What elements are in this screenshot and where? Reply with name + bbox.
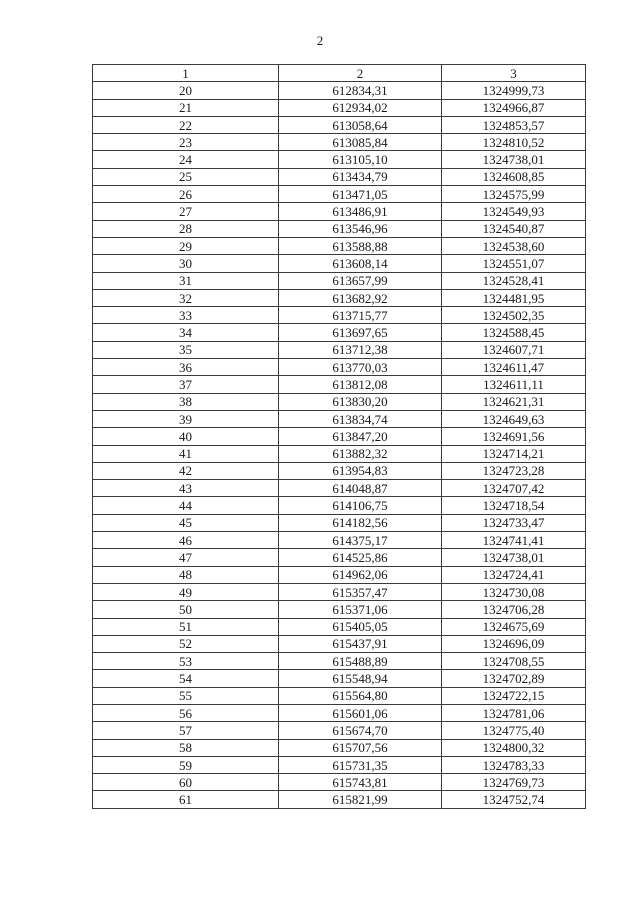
point-number-cell: 41 [93,445,279,462]
table-row [93,514,586,531]
point-number-cell: 33 [93,307,279,324]
coordinate-x-cell: 615601,06 [279,704,442,721]
coordinate-y-cell: 1324621,31 [442,393,586,410]
coordinate-y-cell: 1324723,28 [442,462,586,479]
table-row [93,774,586,791]
table-row [93,341,586,358]
table-row [93,82,586,99]
coordinate-y-cell: 1324724,41 [442,566,586,583]
point-number-cell: 60 [93,774,279,791]
header-row [93,65,586,82]
coordinate-y-cell: 1324649,63 [442,410,586,427]
coordinate-y-cell: 1324675,69 [442,618,586,635]
coordinate-y-cell: 1324549,93 [442,203,586,220]
table-row [93,756,586,773]
point-number-cell: 40 [93,428,279,445]
coordinate-x-cell: 613834,74 [279,410,442,427]
table-row [93,116,586,133]
coordinate-x-cell: 613588,88 [279,237,442,254]
table-row [93,653,586,670]
coordinate-y-cell: 1324481,95 [442,289,586,306]
coordinate-y-cell: 1324752,74 [442,791,586,808]
table-row [93,186,586,203]
table-row [93,203,586,220]
point-number-cell: 34 [93,324,279,341]
point-number-cell: 55 [93,687,279,704]
coordinate-y-cell: 1324810,52 [442,134,586,151]
coordinate-x-cell: 615548,94 [279,670,442,687]
coordinate-x-cell: 613697,65 [279,324,442,341]
coordinate-y-cell: 1324781,06 [442,704,586,721]
coordinate-x-cell: 614182,56 [279,514,442,531]
coordinate-y-cell: 1324738,01 [442,549,586,566]
coordinate-y-cell: 1324966,87 [442,99,586,116]
table-row [93,739,586,756]
coordinate-y-cell: 1324769,73 [442,774,586,791]
table-row [93,583,586,600]
coordinate-y-cell: 1324718,54 [442,497,586,514]
coordinate-x-cell: 613830,20 [279,393,442,410]
table-row [93,134,586,151]
table-row [93,445,586,462]
coordinate-x-cell: 612834,31 [279,82,442,99]
coordinate-x-cell: 615731,35 [279,756,442,773]
coordinate-y-cell: 1324800,32 [442,739,586,756]
table-row [93,670,586,687]
coordinate-x-cell: 615357,47 [279,583,442,600]
table-row [93,722,586,739]
coordinate-x-cell: 613657,99 [279,272,442,289]
coordinate-x-cell: 614962,06 [279,566,442,583]
point-number-cell: 56 [93,704,279,721]
point-number-cell: 46 [93,532,279,549]
coordinate-y-cell: 1324540,87 [442,220,586,237]
coordinate-y-cell: 1324730,08 [442,583,586,600]
coordinate-x-cell: 613715,77 [279,307,442,324]
point-number-cell: 47 [93,549,279,566]
coordinate-y-cell: 1324706,28 [442,601,586,618]
coordinate-x-cell: 613105,10 [279,151,442,168]
point-number-cell: 28 [93,220,279,237]
point-number-cell: 32 [93,289,279,306]
coordinate-y-cell: 1324607,71 [442,341,586,358]
coordinate-x-cell: 615405,05 [279,618,442,635]
coordinate-x-cell: 613085,84 [279,134,442,151]
coordinate-x-cell: 615488,89 [279,653,442,670]
coordinate-y-cell: 1324538,60 [442,237,586,254]
table-row [93,549,586,566]
coordinate-x-cell: 613770,03 [279,359,442,376]
coordinate-y-cell: 1324722,15 [442,687,586,704]
coordinate-y-cell: 1324702,89 [442,670,586,687]
table-row [93,272,586,289]
point-number-cell: 42 [93,462,279,479]
point-number-cell: 38 [93,393,279,410]
table-row [93,359,586,376]
coordinate-x-cell: 613882,32 [279,445,442,462]
point-number-cell: 36 [93,359,279,376]
coordinate-x-cell: 613712,38 [279,341,442,358]
point-number-cell: 24 [93,151,279,168]
table-row [93,462,586,479]
table-row [93,618,586,635]
coordinate-x-cell: 613058,64 [279,116,442,133]
coordinate-x-cell: 615821,99 [279,791,442,808]
coordinate-y-cell: 1324707,42 [442,480,586,497]
point-number-cell: 35 [93,341,279,358]
coordinate-y-cell: 1324853,57 [442,116,586,133]
point-number-cell: 29 [93,237,279,254]
table-row [93,410,586,427]
point-number-cell: 53 [93,653,279,670]
table-row [93,635,586,652]
table-row [93,307,586,324]
coordinate-x-cell: 615371,06 [279,601,442,618]
point-number-cell: 49 [93,583,279,600]
table-row [93,687,586,704]
coordinate-y-cell: 1324575,99 [442,186,586,203]
point-number-cell: 31 [93,272,279,289]
header-col-2: 2 [279,65,442,82]
table-row [93,324,586,341]
coordinate-x-cell: 615564,80 [279,687,442,704]
coordinate-y-cell: 1324502,35 [442,307,586,324]
point-number-cell: 54 [93,670,279,687]
table-row [93,237,586,254]
coordinate-x-cell: 613471,05 [279,186,442,203]
coordinate-y-cell: 1324528,41 [442,272,586,289]
coordinate-x-cell: 614048,87 [279,480,442,497]
point-number-cell: 26 [93,186,279,203]
table-row [93,532,586,549]
coordinate-x-cell: 614525,86 [279,549,442,566]
coordinate-y-cell: 1324551,07 [442,255,586,272]
point-number-cell: 37 [93,376,279,393]
point-number-cell: 25 [93,168,279,185]
coordinate-y-cell: 1324608,85 [442,168,586,185]
point-number-cell: 30 [93,255,279,272]
table-row [93,289,586,306]
point-number-cell: 50 [93,601,279,618]
point-number-cell: 52 [93,635,279,652]
table-row [93,601,586,618]
point-number-cell: 57 [93,722,279,739]
coordinate-x-cell: 615437,91 [279,635,442,652]
coordinate-x-cell: 615707,56 [279,739,442,756]
coordinate-x-cell: 615743,81 [279,774,442,791]
coordinate-x-cell: 613682,92 [279,289,442,306]
point-number-cell: 61 [93,791,279,808]
table-row [93,168,586,185]
coordinate-x-cell: 613954,83 [279,462,442,479]
point-number-cell: 21 [93,99,279,116]
coordinate-y-cell: 1324611,11 [442,376,586,393]
table-row [93,480,586,497]
table-row [93,566,586,583]
coordinate-x-cell: 614375,17 [279,532,442,549]
table-row [93,393,586,410]
table-body [93,82,586,808]
table-row [93,376,586,393]
table-row [93,255,586,272]
header-col-1: 1 [93,65,279,82]
coordinate-x-cell: 613847,20 [279,428,442,445]
point-number-cell: 51 [93,618,279,635]
coordinate-x-cell: 613434,79 [279,168,442,185]
point-number-cell: 45 [93,514,279,531]
table-row [93,497,586,514]
point-number-cell: 44 [93,497,279,514]
point-number-cell: 48 [93,566,279,583]
table-row [93,428,586,445]
table-row [93,791,586,808]
point-number-cell: 23 [93,134,279,151]
coordinate-y-cell: 1324691,56 [442,428,586,445]
coordinate-y-cell: 1324588,45 [442,324,586,341]
coordinate-x-cell: 612934,02 [279,99,442,116]
table-row [93,151,586,168]
coordinate-x-cell: 614106,75 [279,497,442,514]
point-number-cell: 20 [93,82,279,99]
coordinate-x-cell: 615674,70 [279,722,442,739]
point-number-cell: 43 [93,480,279,497]
point-number-cell: 39 [93,410,279,427]
coordinate-x-cell: 613812,08 [279,376,442,393]
coordinates-table [92,64,586,809]
table-header [93,65,586,82]
page-number: 2 [316,33,324,48]
coordinate-y-cell: 1324999,73 [442,82,586,99]
coordinate-y-cell: 1324741,41 [442,532,586,549]
header-col-3: 3 [442,65,586,82]
coordinate-x-cell: 613608,14 [279,255,442,272]
point-number-cell: 27 [93,203,279,220]
table-row [93,704,586,721]
coordinate-y-cell: 1324714,21 [442,445,586,462]
coordinate-y-cell: 1324775,40 [442,722,586,739]
point-number-cell: 58 [93,739,279,756]
coordinate-y-cell: 1324783,33 [442,756,586,773]
table-row [93,99,586,116]
coordinate-x-cell: 613546,96 [279,220,442,237]
coordinate-x-cell: 613486,91 [279,203,442,220]
coordinate-y-cell: 1324708,55 [442,653,586,670]
coordinate-y-cell: 1324611,47 [442,359,586,376]
coordinate-y-cell: 1324733,47 [442,514,586,531]
point-number-cell: 22 [93,116,279,133]
table-row [93,220,586,237]
coordinate-y-cell: 1324696,09 [442,635,586,652]
coordinate-y-cell: 1324738,01 [442,151,586,168]
point-number-cell: 59 [93,756,279,773]
